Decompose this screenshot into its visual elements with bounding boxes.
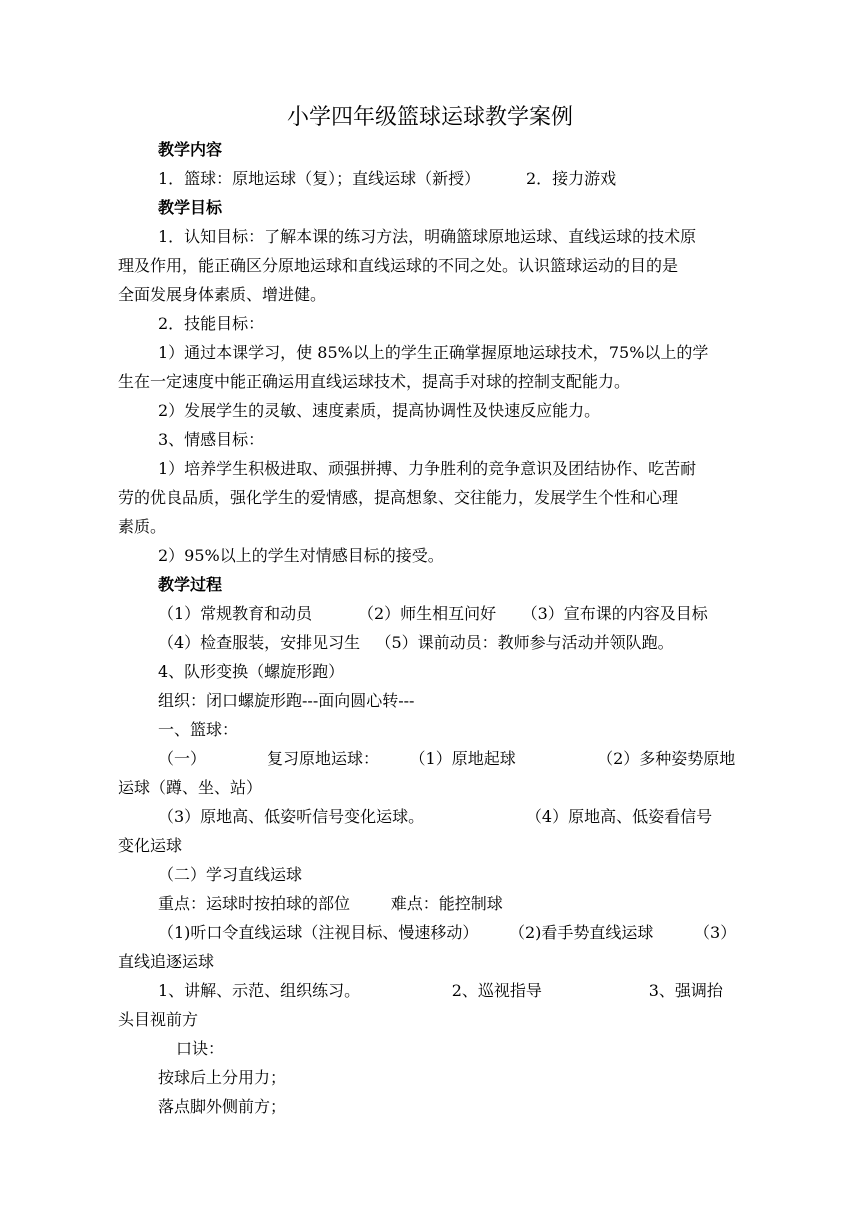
- straight-dribble-heading: （二）学习直线运球: [158, 865, 303, 884]
- basketball-line-2: 运球（蹲、坐、站）: [118, 778, 263, 797]
- basketball-line-1: （一） 复习原地运球： （1）原地起球 （2）多种姿势原地: [158, 749, 736, 768]
- goal-cognitive-line-3: 全面发展身体素质、增进健。: [118, 285, 327, 304]
- goal-emotion-line-4: 2）95%以上的学生对情感目标的接受。: [158, 546, 444, 565]
- basketball-line-4: 变化运球: [118, 836, 183, 855]
- basketball-line-3: （3）原地高、低姿听信号变化运球。 （4）原地高、低姿看信号: [158, 807, 713, 826]
- goal-cognitive-line-1: 1．认知目标：了解本课的练习方法，明确篮球原地运球、直线运球的技术原: [158, 227, 697, 246]
- goal-emotion-line-2: 劳的优良品质，强化学生的爱情感，提高想象、交往能力，发展学生个性和心理: [118, 488, 679, 507]
- heading-teaching-process: 教学过程: [158, 575, 223, 594]
- goal-skill-line-2: 生在一定速度中能正确运用直线运球技术，提高手对球的控制支配能力。: [118, 372, 631, 391]
- goal-skill-line-1: 1）通过本课学习，使 85%以上的学生正确掌握原地运球技术，75%以上的学: [158, 343, 709, 362]
- goal-emotion-heading: 3、情感目标：: [158, 430, 265, 449]
- process-line-1: （1）常规教育和动员 （2）师生相互问好 （3）宣布课的内容及目标: [158, 604, 708, 623]
- goal-cognitive-line-2: 理及作用，能正确区分原地运球和直线运球的不同之处。认识篮球运动的目的是: [118, 256, 679, 275]
- basketball-heading: 一、篮球：: [158, 720, 239, 739]
- mnemonic-heading: 口诀：: [176, 1039, 225, 1058]
- goal-skill-line-3: 2）发展学生的灵敏、速度素质，提高协调性及快速反应能力。: [158, 401, 601, 420]
- heading-teaching-content: 教学内容: [158, 140, 223, 159]
- method-line-2: 头目视前方: [118, 1010, 199, 1029]
- goal-emotion-line-3: 素质。: [118, 517, 167, 536]
- goal-skill-heading: 2．技能目标：: [158, 314, 265, 333]
- method-line-1: 1、讲解、示范、组织练习。 2、巡视指导 3、强调抬: [158, 981, 723, 1000]
- mnemonic-line-1: 按球后上分用力；: [158, 1068, 287, 1087]
- heading-teaching-goals: 教学目标: [158, 198, 223, 217]
- process-line-2: （4）检查服装，安排见习生 （5）课前动员：教师参与活动并领队跑。: [158, 633, 674, 652]
- process-line-4: 组织：闭口螺旋形跑---面向圆心转---: [158, 691, 415, 710]
- drill-line-1: （1)听口令直线运球（注视目标、慢速移动） （2)看手势直线运球 （3）: [158, 923, 737, 942]
- mnemonic-line-2: 落点脚外侧前方；: [158, 1097, 287, 1116]
- content-line-1: 1．篮球：原地运球（复）；直线运球（新授） 2．接力游戏: [158, 169, 617, 188]
- document-title: 小学四年级篮球运球教学案例: [286, 105, 573, 130]
- drill-line-2: 直线追逐运球: [118, 952, 215, 971]
- key-points-line: 重点：运球时按拍球的部位 难点：能控制球: [158, 894, 503, 913]
- process-line-3: 4、队形变换（螺旋形跑）: [158, 662, 345, 681]
- goal-emotion-line-1: 1）培养学生积极进取、顽强拼搏、力争胜利的竞争意识及团结协作、吃苦耐: [158, 459, 697, 478]
